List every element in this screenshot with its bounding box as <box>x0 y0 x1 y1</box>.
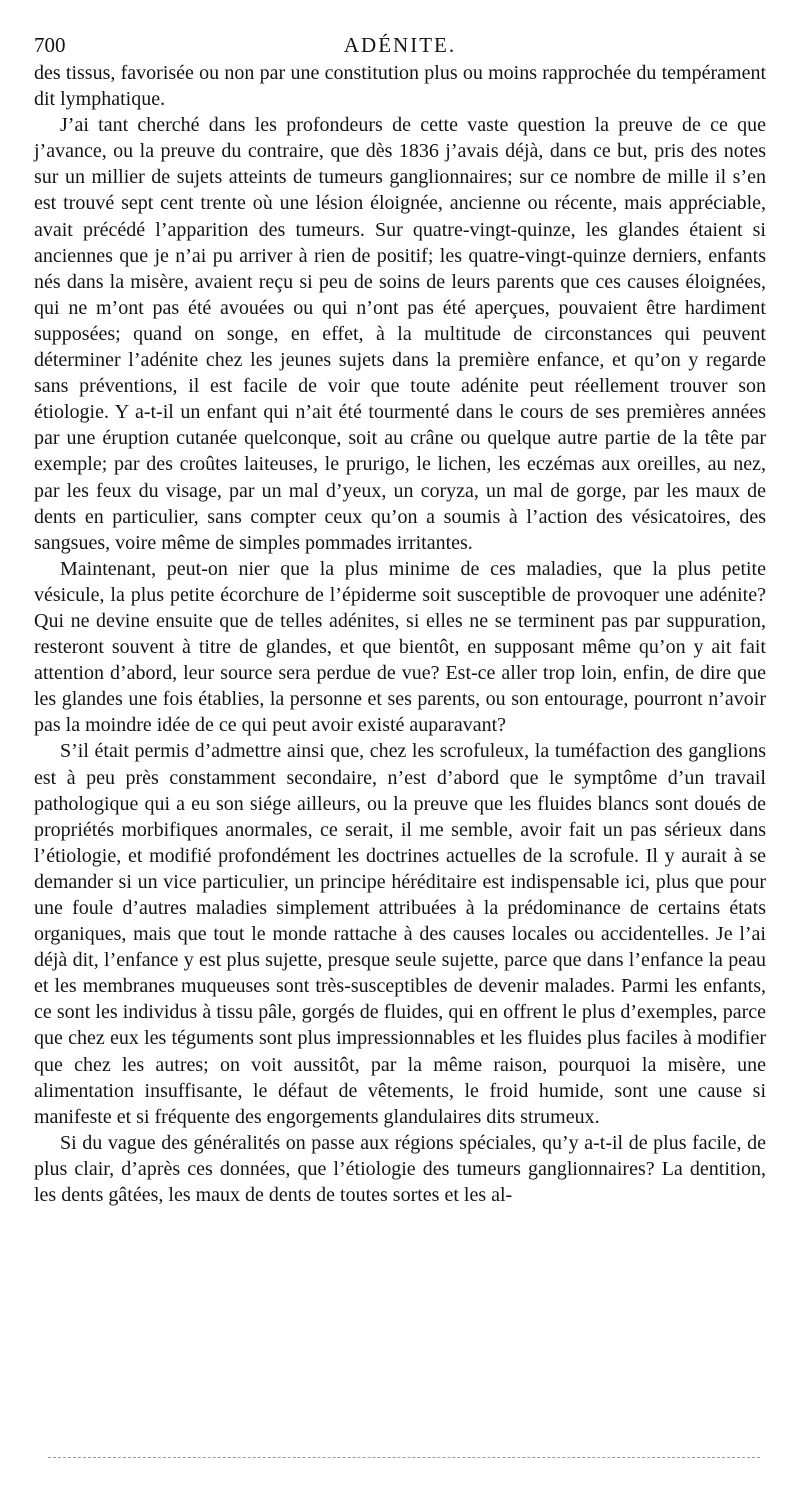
running-title: ADÉNITE. <box>343 33 457 57</box>
body-text <box>34 60 766 1208</box>
running-head <box>34 30 766 60</box>
paragraph-continuation: des tissus, favorisée ou non par une constitution plus ou moins rapprochée du tempérament dit lymphatique. <box>34 62 766 111</box>
book-page <box>34 30 766 1208</box>
footer-rule <box>48 1457 760 1458</box>
paragraph-statistics: J’ai tant cherché dans les profondeurs de cette vaste question la preuve de ce que j’avance, ou la preuve du contraire, que dès 1836 j’avais déjà, dans ce but, pris des notes sur un millier de sujets atteints de tumeurs ganglionnaires; sur ce nombre de mille il s’en est trouvé sept cent trente où une lésion éloignée, ancienne ou récente, mais appréciable, avait précédé l’apparition des tumeurs. Sur quatre-vingt-quinze, les glandes étaient si anciennes que je n’ai pu arriver à rien de positif; les quatre-vingt-quinze derniers, enfants nés dans la misère, avaient reçu si peu de soins de leurs parents que ces causes éloignées, qui ne m’ont pas été avouées ou qui n’ont pas été aperçues, pouvaient être hardiment supposées; quand on songe, en effet, à la multitude de circonstances qui peuvent déterminer l’adénite chez les jeunes sujets dans la première enfance, et qu’on y regarde sans préventions, il est facile de voir que toute adénite peut réellement trouver son étiologie. Y a-t-il un enfant qui n’ait été tourmenté dans le cours de ses premières années par une éruption cutanée quelconque, soit au crâne ou quelque autre partie de la tête par exemple; par des croûtes laiteuses, le prurigo, le lichen, les eczémas aux oreilles, au nez, par les feux du visage, par un mal d’yeux, un coryza, un mal de gorge, par les maux de dents en particulier, sans compter ceux qu’on a soumis à l’action des vésicatoires, des sangsues, voire même de simples pommades irritantes. <box>34 114 766 554</box>
paragraph-minor-lesions: Maintenant, peut-on nier que la plus minime de ces maladies, que la plus petite vésicule, la plus petite écorchure de l’épiderme soit susceptible de provoquer une adénite? Qui ne devine ensuite que de telles adénites, si elles ne se terminent pas par suppuration, resteront souvent à titre de glandes, et que bientôt, en supposant même qu’on y ait fait attention d’abord, leur source sera perdue de vue? Est-ce aller trop loin, enfin, de dire que les glandes une fois établies, la personne et ses parents, ou son entourage, pourront n’avoir pas la moindre idée de ce qui peut avoir existé auparavant? <box>34 557 766 737</box>
page-number: 700 <box>34 33 66 57</box>
paragraph-regional-etiology: Si du vague des généralités on passe aux régions spéciales, qu’y a-t-il de plus facile, de plus clair, d’après ces données, que l’étiologie des tumeurs ganglionnaires? La dentition, les dents gâtées, les maux de dents de toutes sortes et les al- <box>34 1131 766 1207</box>
paragraph-scrofula: S’il était permis d’admettre ainsi que, chez les scrofuleux, la tuméfaction des ganglions est à peu près constamment secondaire, n’est d’abord que le symptôme d’un travail pathologique qui a eu son siége ailleurs, ou la preuve que les fluides blancs sont doués de propriétés morbifiques anormales, ce serait, il me semble, avoir fait un pas sérieux dans l’étiologie, et modifié profondément les doctrines actuelles de la scrofule. Il y aurait à se demander si un vice particulier, un principe héréditaire est indispensable ici, plus que pour une foule d’autres maladies simplement attribuées à la prédominance de certains états organiques, mais que tout le monde rattache à des causes locales ou accidentelles. Je l’ai déjà dit, l’enfance y est plus sujette, presque seule sujette, parce que dans l’enfance la peau et les membranes muqueuses sont très-susceptibles de devenir malades. Parmi les enfants, ce sont les individus à tissu pâle, gorgés de fluides, qui en offrent le plus d’exemples, parce que chez eux les téguments sont plus impressionnables et les fluides plus faciles à modifier que chez les autres; on voit aussitôt, par la même raison, pourquoi la misère, une alimentation insuffisante, le défaut de vêtements, le froid humide, sont une cause si manifeste et si fréquente des engorgements glandulaires dits strumeux. <box>34 740 766 1128</box>
